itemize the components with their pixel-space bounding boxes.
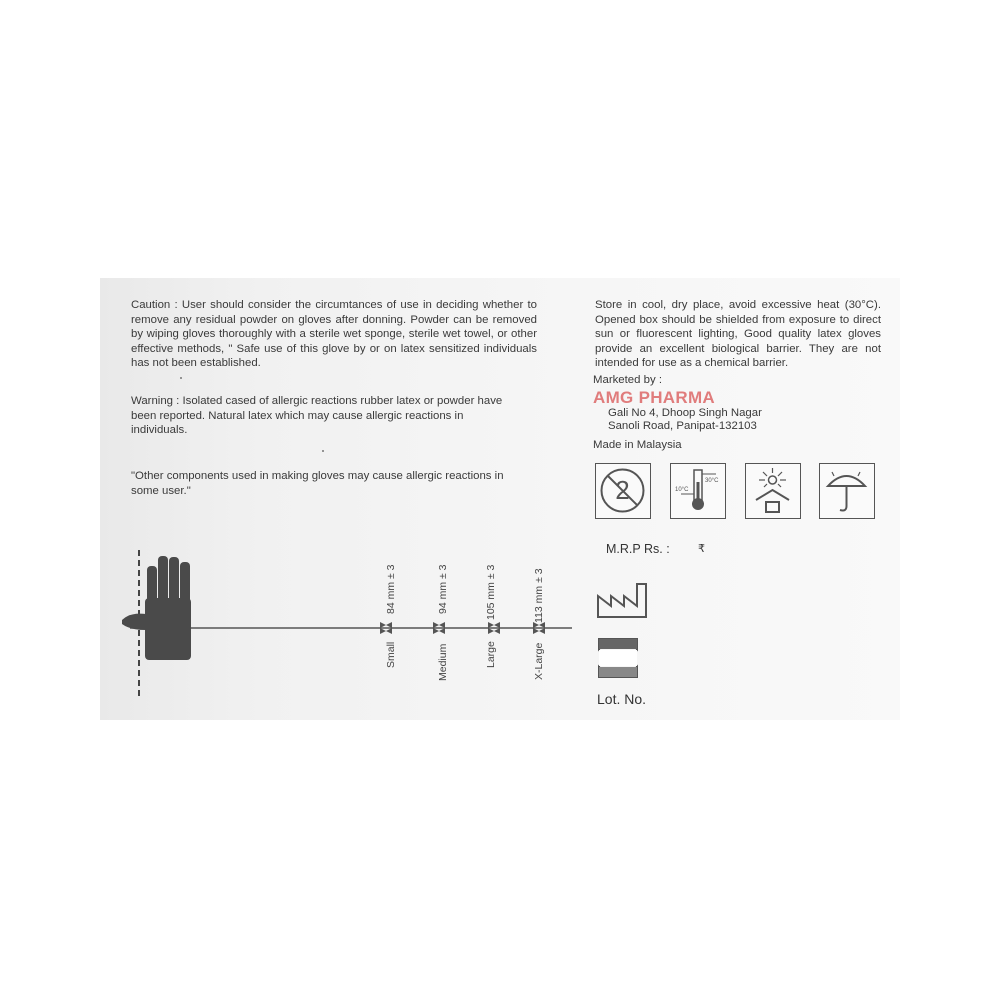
size-small-label: Small: [385, 641, 397, 668]
glove-size-chart: [100, 548, 580, 698]
size-medium-label: Medium: [437, 643, 449, 681]
date-of-manufacture-icon: [595, 636, 641, 680]
svg-text:30°C: 30°C: [705, 478, 719, 484]
manufacturer-icon: [595, 582, 649, 620]
label-panel: [100, 278, 900, 720]
temperature-limit-icon: [670, 463, 726, 519]
size-xlarge-label: X-Large: [533, 642, 545, 680]
address-line-1: Gali No 4, Dhoop Singh Nagar: [608, 407, 762, 419]
keep-away-from-sunlight-icon: [745, 463, 801, 519]
size-xlarge-measure: 113 mm ± 3: [533, 568, 545, 623]
other-components-text: "Other components used in making gloves may cause allergic reactions in some user.": [131, 470, 504, 497]
company-name: AMG PHARMA: [593, 388, 715, 407]
made-in-label: Made in Malaysia: [593, 439, 682, 451]
lot-number-label: Lot. No.: [597, 691, 647, 707]
size-medium-measure: 94 mm ± 3: [437, 564, 449, 614]
size-large-label: Large: [485, 641, 497, 668]
marketed-by-label: Marketed by :: [593, 374, 663, 386]
keep-dry-icon: [819, 463, 875, 519]
address-line-2: Sanoli Road, Panipat-132103: [608, 420, 757, 432]
warning-text: Warning : Isolated cased of allergic reactions rubber latex or powder have been reported. Natural latex which may cause allergic reactions in individuals.: [131, 395, 503, 437]
size-small-measure: 84 mm ± 3: [385, 564, 397, 614]
size-large-measure: 105 mm ± 3: [485, 564, 497, 620]
storage-text: Store in cool, dry place, avoid excessive heat (30°C). Opened box should be shielded from exposure to direct sun or fluorescent lighting, Good quality latex gloves provide an excellent biological barrier. They are not intended for use as a chemical barrier.: [595, 299, 881, 370]
mrp-label: M.R.P Rs. :: [606, 542, 670, 556]
svg-text:2: 2: [615, 475, 630, 505]
rupee-symbol: ₹: [698, 543, 705, 555]
speck: [180, 377, 182, 379]
svg-text:10°C: 10°C: [675, 487, 689, 493]
do-not-reuse-icon: [595, 463, 651, 519]
hand-icon: [122, 556, 191, 660]
speck: [322, 450, 324, 452]
caution-text: Caution : User should consider the circumtances of use in deciding whether to remove any residual powder on gloves after donning. Powder can be removed by wiping gloves thoroughly with a sterile wet sponge, sterile wet towel, or other effective methods, " Safe use of this glove by or on latex sensitized individuals has not been established.: [131, 299, 537, 370]
